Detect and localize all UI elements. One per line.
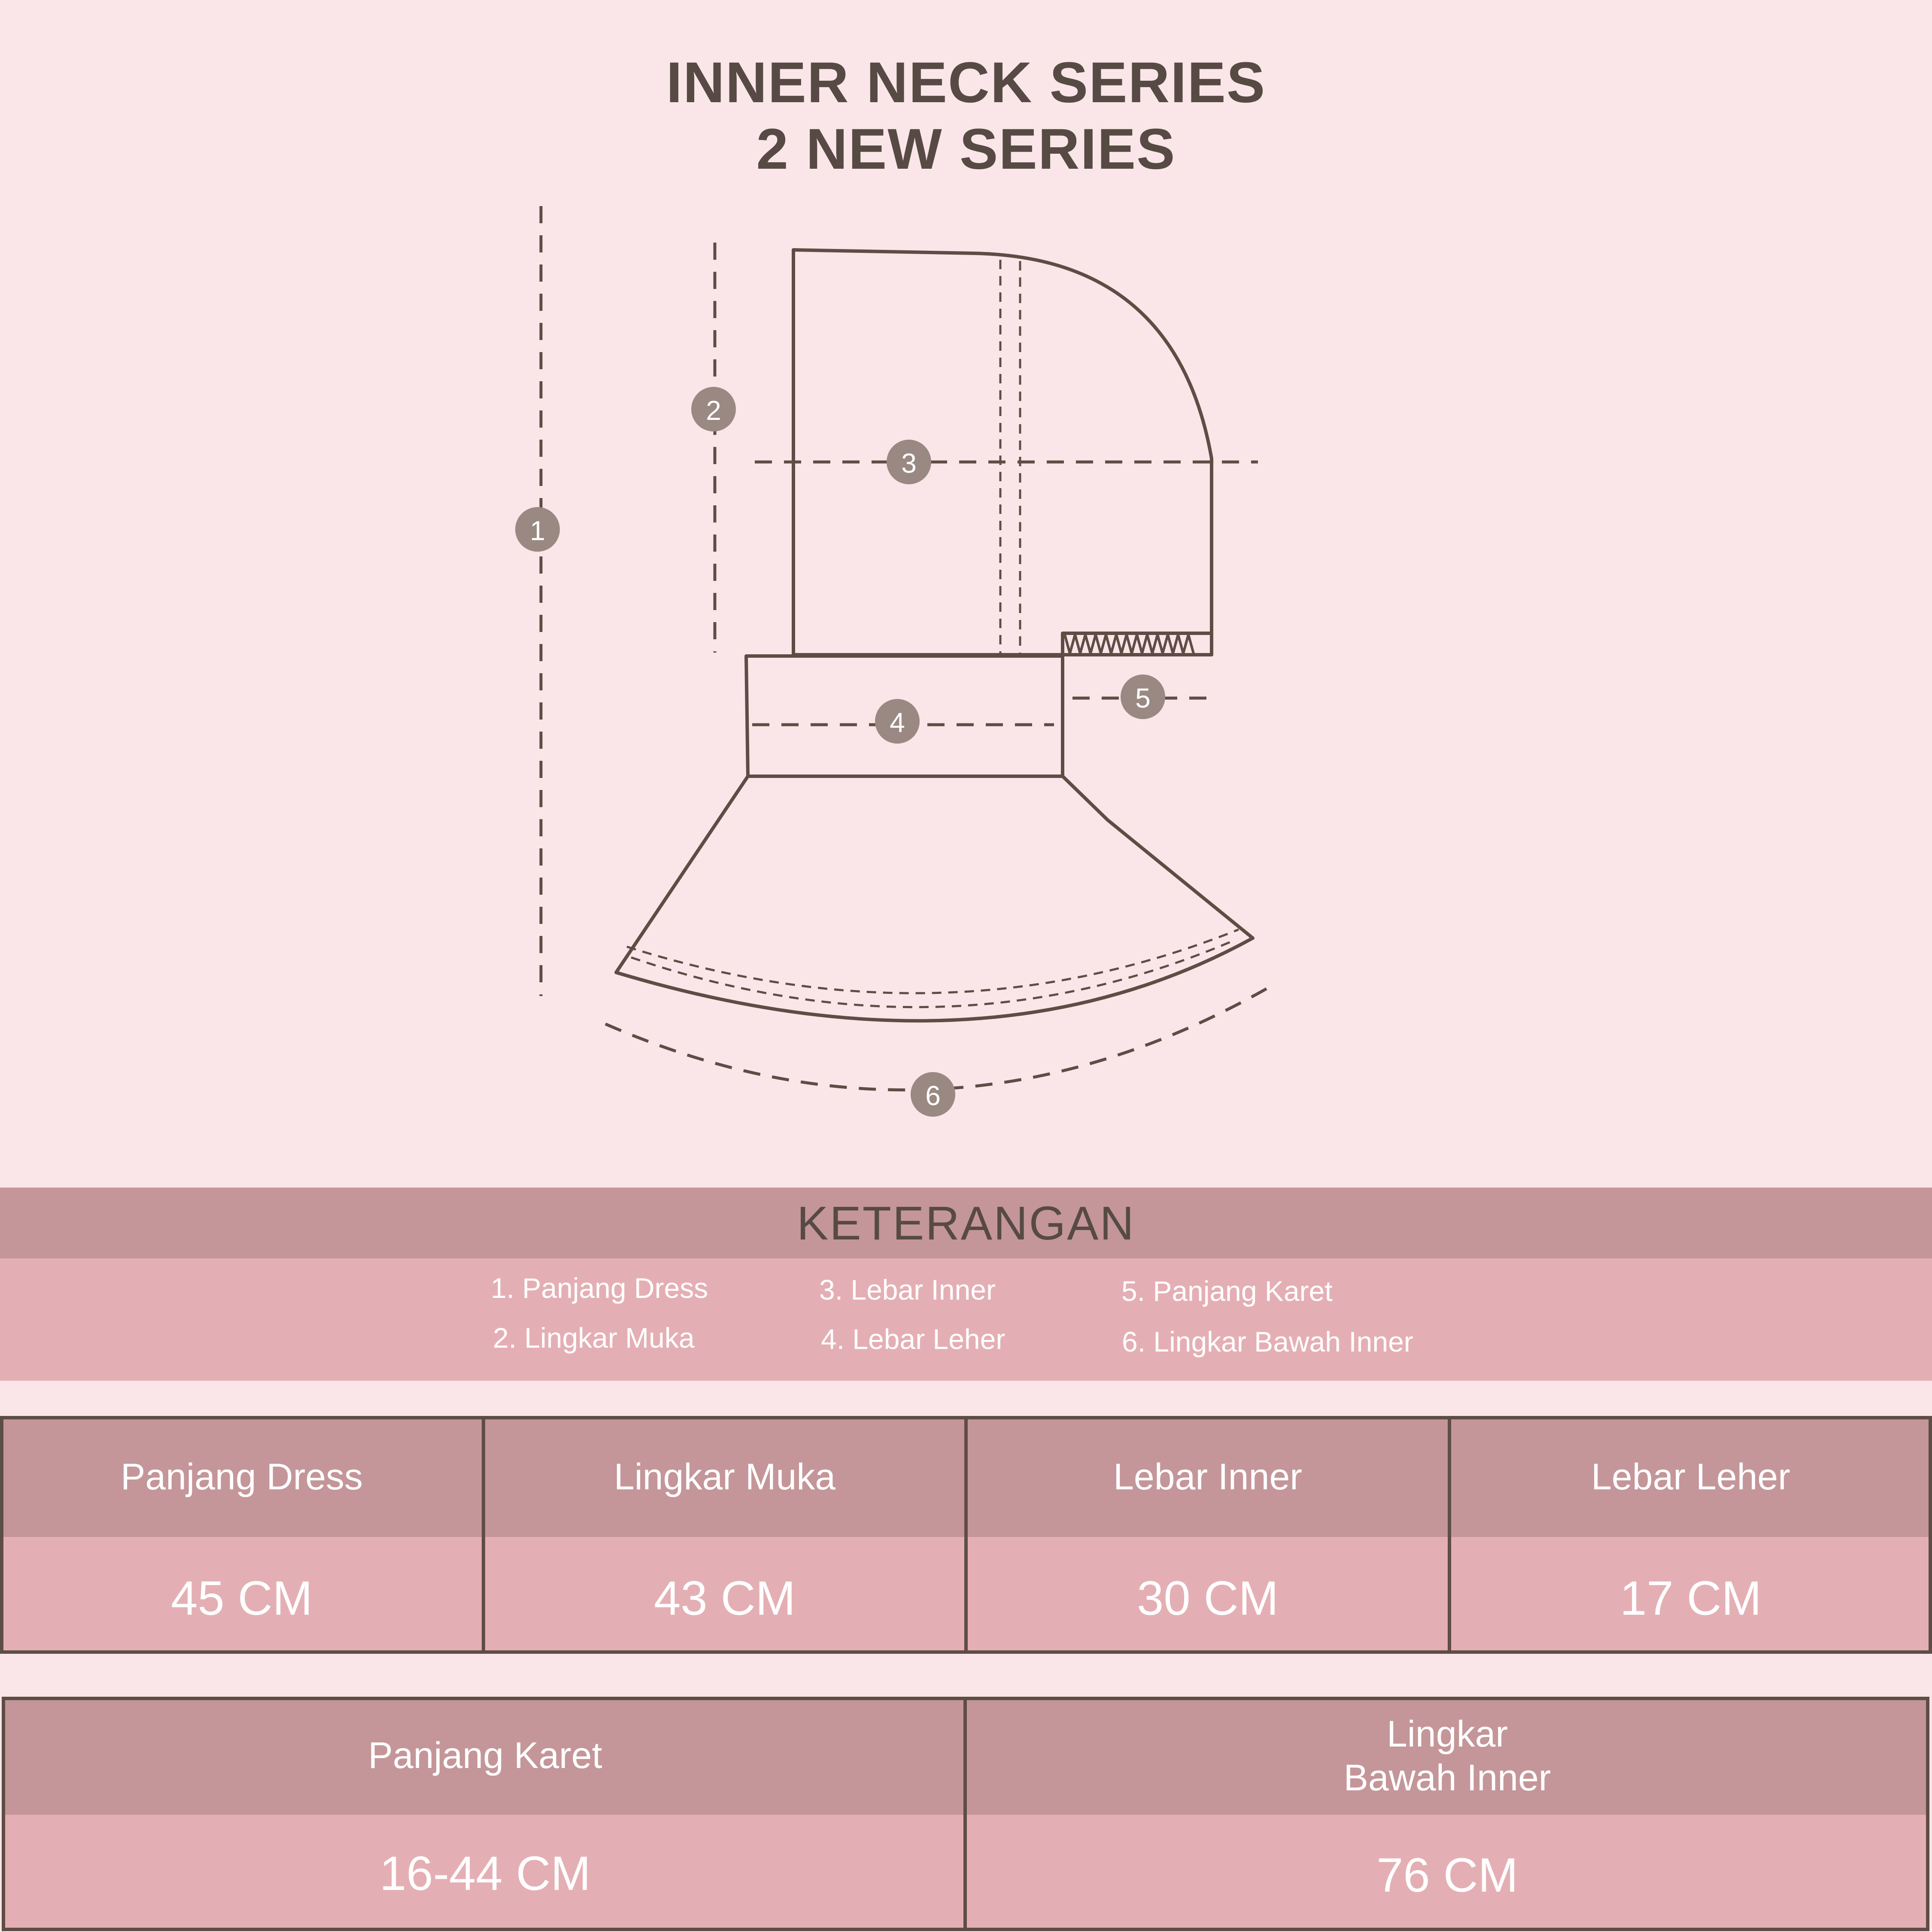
svg-text:5: 5 [1135, 683, 1151, 714]
marker-3 [887, 440, 931, 484]
cell-label-line2: Bawah Inner [1343, 1757, 1551, 1798]
page-title-line2: 2 NEW SERIES [756, 117, 1176, 181]
legend-item-3: 3. Lebar Inner [819, 1274, 996, 1306]
cell-label-line1: Lingkar [1386, 1713, 1508, 1755]
svg-text:6: 6 [925, 1080, 941, 1111]
legend-item-5: 5. Panjang Karet [1121, 1275, 1333, 1307]
page-title-line1: INNER NECK SERIES [666, 51, 1266, 115]
hood-outline [793, 250, 1212, 655]
hem-stitch-inner [631, 940, 1234, 1007]
cell-value: 30 CM [1137, 1571, 1279, 1625]
marker-5 [1121, 674, 1165, 719]
cell-label: Panjang Dress [120, 1456, 363, 1498]
marker-6 [911, 1072, 955, 1117]
marker-2 [691, 387, 736, 431]
legend-item-6: 6. Lingkar Bawah Inner [1122, 1326, 1413, 1358]
cell-label: Lingkar Muka [614, 1456, 836, 1498]
table-2-divider [963, 1697, 967, 1931]
skirt-outline [616, 776, 1253, 1021]
cell-value: 76 CM [1376, 1848, 1518, 1902]
cell-value: 17 CM [1620, 1571, 1762, 1625]
cell-label: Lebar Leher [1591, 1456, 1790, 1498]
svg-text:2: 2 [706, 395, 721, 426]
cell-label: Panjang Karet [368, 1735, 602, 1776]
table-1-divider-1 [482, 1416, 485, 1654]
cell-value: 45 CM [171, 1571, 313, 1625]
marker-1 [515, 507, 560, 552]
cell-value: 43 CM [654, 1571, 796, 1625]
svg-text:3: 3 [901, 448, 917, 479]
table-1-divider-2 [964, 1416, 968, 1654]
legend-item-4: 4. Lebar Leher [821, 1323, 1005, 1355]
cell-value: 16-44 CM [380, 1847, 591, 1900]
keterangan-title: KETERANGAN [797, 1197, 1135, 1250]
svg-text:1: 1 [530, 515, 545, 546]
svg-text:4: 4 [890, 707, 905, 738]
elastic-zigzag [1065, 635, 1194, 653]
legend-item-2: 2. Lingkar Muka [493, 1322, 695, 1354]
legend-item-1: 1. Panjang Dress [491, 1272, 708, 1304]
cell-label: Lebar Inner [1113, 1456, 1302, 1498]
marker-4 [875, 699, 920, 744]
table-1-divider-3 [1448, 1416, 1451, 1654]
